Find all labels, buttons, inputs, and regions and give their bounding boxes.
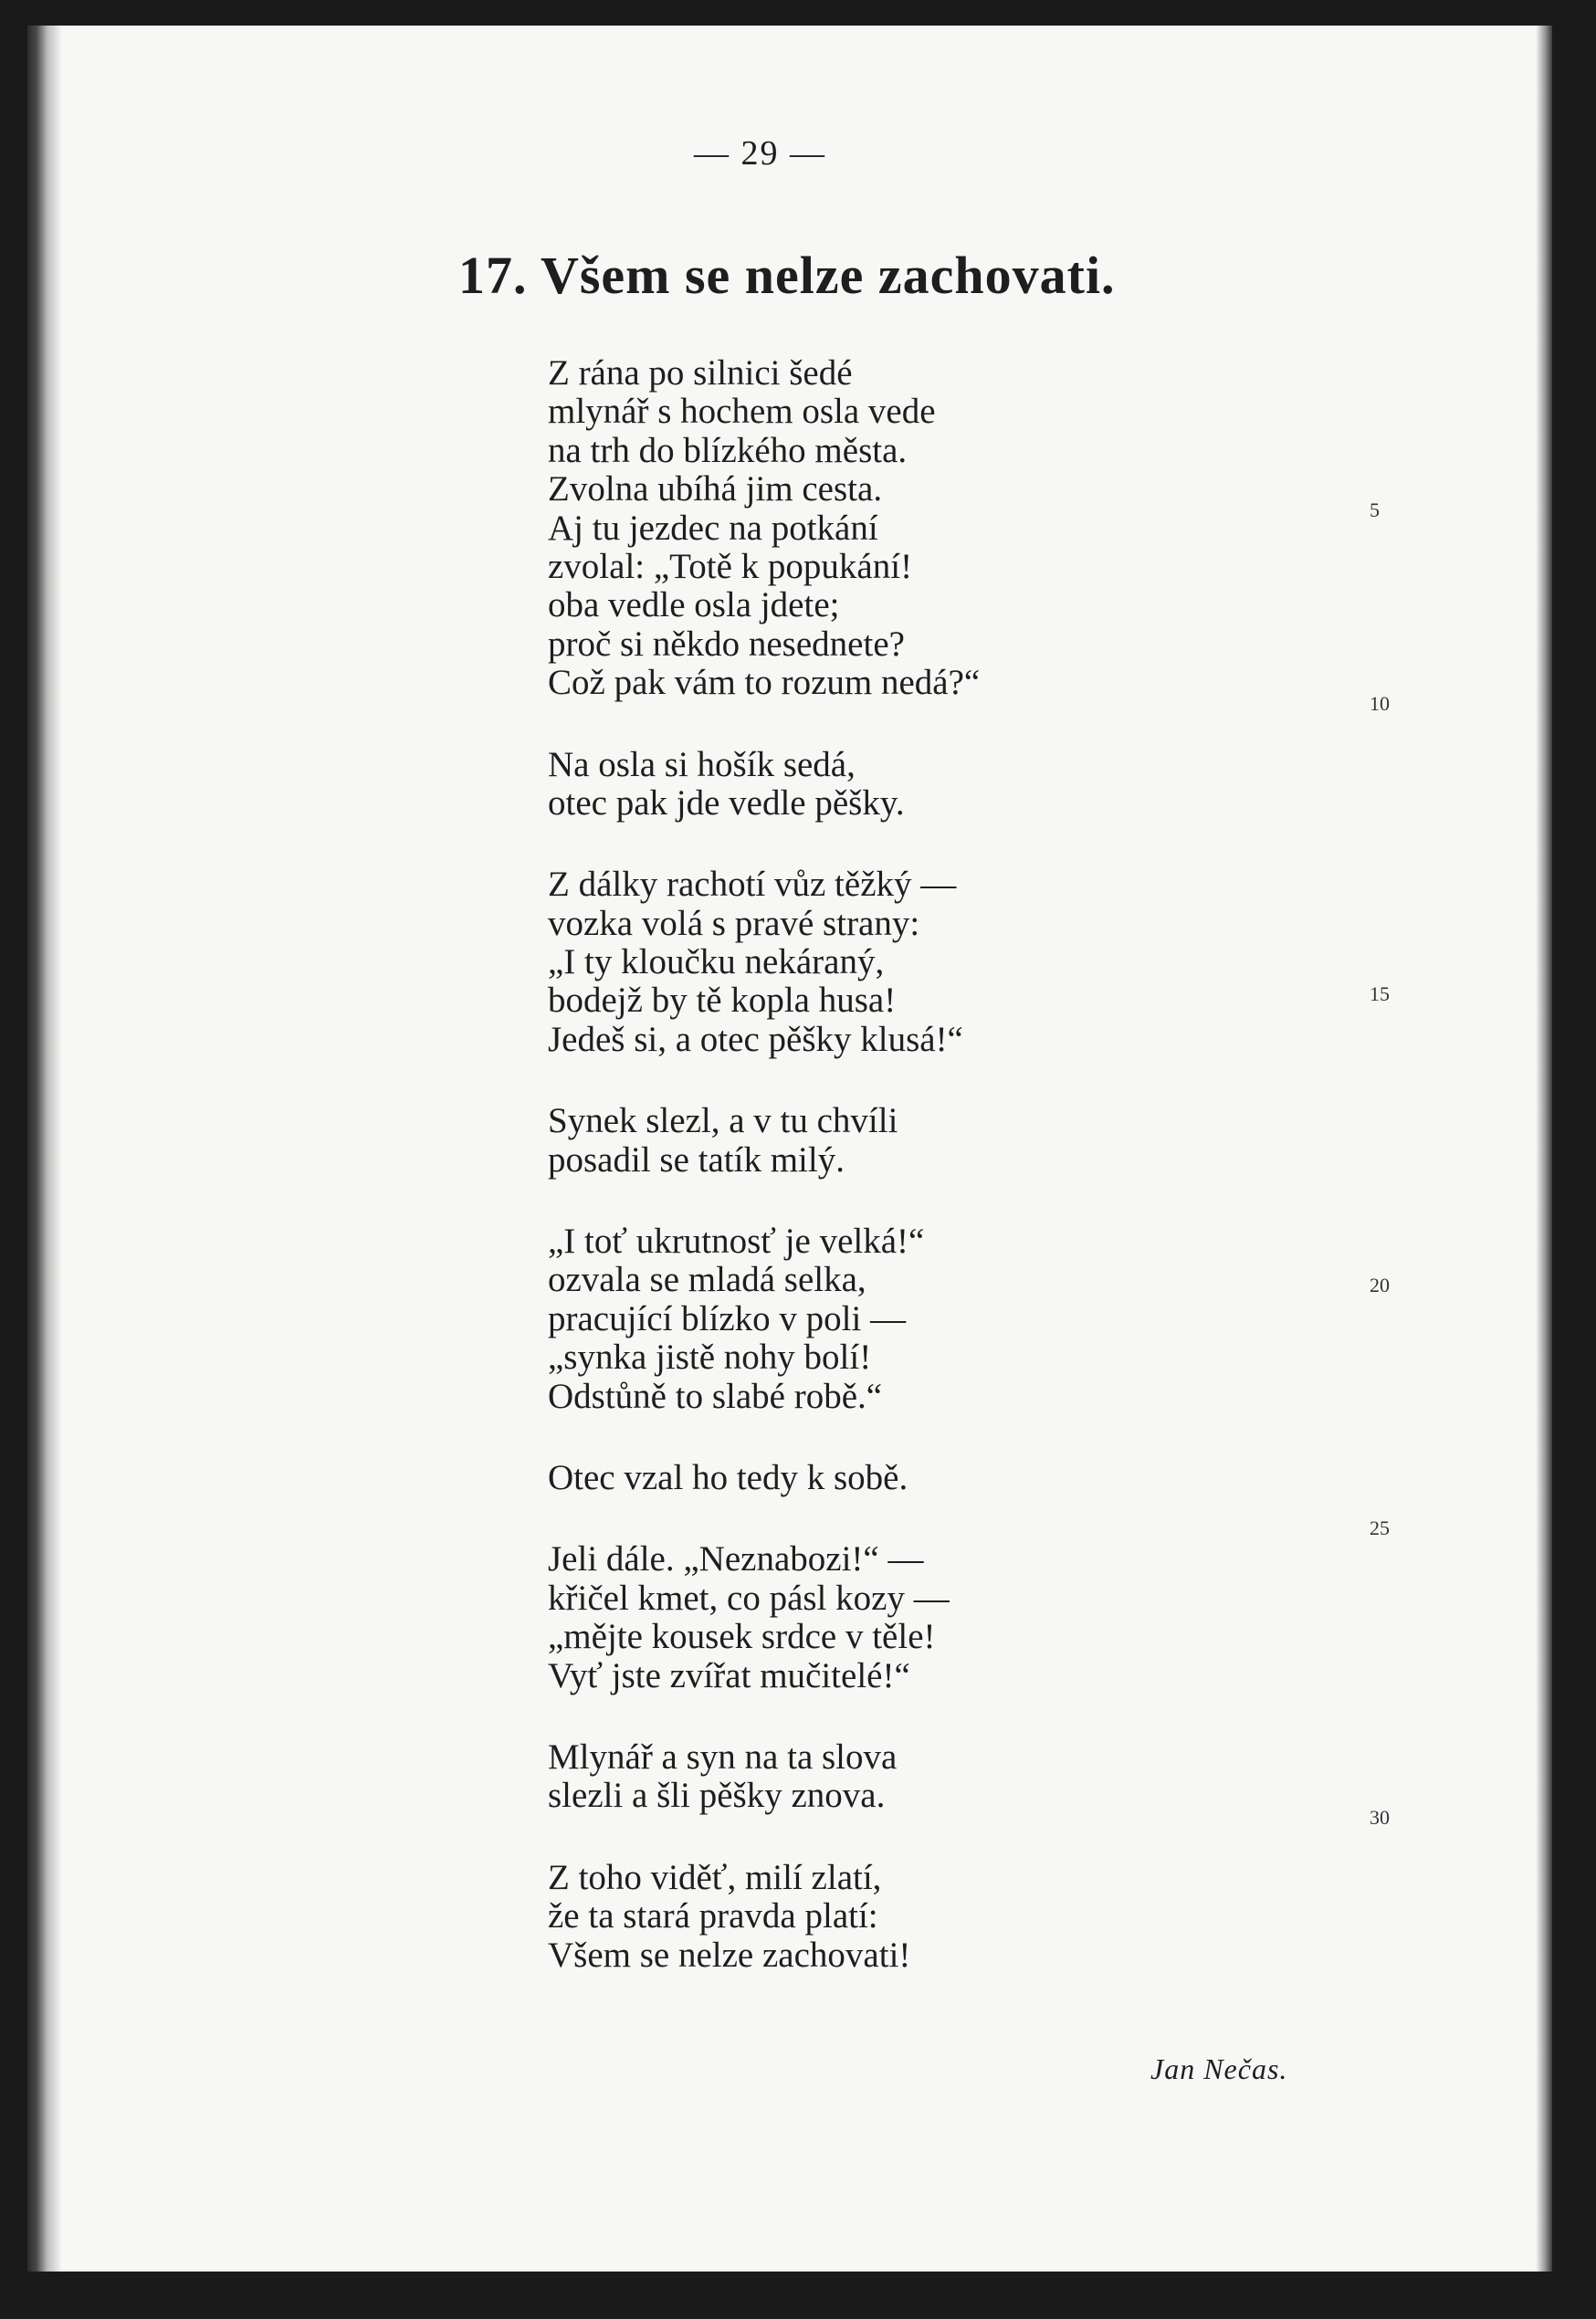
poem-line: Jedeš si, a otec pěšky klusá!“ <box>548 1019 963 1059</box>
line-number: 10 <box>1370 692 1390 715</box>
book-page <box>27 26 1552 2272</box>
poem-title: 17. Všem se nelze zachovati. <box>458 246 1116 305</box>
page-right-edge <box>1536 26 1552 2272</box>
line-number: 25 <box>1370 1516 1390 1539</box>
poem-line: ozvala se mladá selka, <box>548 1260 866 1300</box>
stanza <box>548 1738 1370 1816</box>
stanza <box>548 1222 1370 1416</box>
poem-line: „mějte kousek srdce v těle! <box>548 1617 936 1657</box>
poem-line: Na osla si hošík sedá, <box>548 744 856 784</box>
poem-line: oba vedle osla jdete; <box>548 585 840 625</box>
stanza <box>548 1102 1370 1180</box>
line-number: 20 <box>1370 1274 1390 1296</box>
poem-line: Jeli dále. „Neznabozi!“ — <box>548 1539 924 1579</box>
stanza <box>548 1459 1370 1497</box>
poem-line: Synek slezl, a v tu chvíli <box>548 1101 898 1141</box>
poem-line: „synka jistě nohy bolí! <box>548 1338 872 1378</box>
stanza <box>548 1540 1370 1695</box>
poem-line: Mlynář a syn na ta slova <box>548 1737 898 1777</box>
poem-line: Všem se nelze zachovati! <box>548 1935 911 1975</box>
poem-line: posadil se tatík milý. <box>548 1139 845 1180</box>
stanza <box>548 746 1370 824</box>
poem-line: proč si někdo nesednete? <box>548 624 905 664</box>
stanza <box>548 866 1370 1059</box>
poem-line: Vyť jste zvířat mučitelé!“ <box>548 1655 910 1695</box>
line-number: 15 <box>1370 982 1390 1005</box>
page-number: — 29 — <box>694 134 826 173</box>
poem-line: „I toť ukrutnosť je velká!“ <box>548 1222 925 1262</box>
line-number: 5 <box>1370 498 1380 521</box>
poem-line: na trh do blízkého města. <box>548 430 908 470</box>
poem-line: Z toho viděť, milí zlatí, <box>548 1857 882 1897</box>
poem-line: Aj tu jezdec na potkání <box>548 508 878 548</box>
stanza <box>548 1859 1370 1975</box>
poem-line: Otec vzal ho tedy k sobě. <box>548 1457 908 1497</box>
poem-line: že ta stará pravda platí: <box>548 1896 878 1936</box>
stanza <box>548 354 1370 703</box>
poem-line: křičel kmet, co pásl kozy — <box>548 1578 950 1618</box>
poem-line: vozka volá s pravé strany: <box>548 903 920 943</box>
poem-line: „I ty kloučku nekáraný, <box>548 942 885 982</box>
poem-line: bodejž by tě kopla husa! <box>548 981 897 1021</box>
poem-line: Odstůně to slabé robě.“ <box>548 1376 883 1416</box>
poem-line: Z rána po silnici šedé <box>548 353 853 393</box>
poem-line: slezli a šli pěšky znova. <box>548 1776 886 1816</box>
line-number: 30 <box>1370 1806 1390 1829</box>
poem-line: otec pak jde vedle pěšky. <box>548 782 905 823</box>
poem-line: Z dálky rachotí vůz těžký — <box>548 865 957 905</box>
poem-line: Zvolna ubíhá jim cesta. <box>548 469 883 509</box>
page-binding-shadow <box>27 26 62 2272</box>
author-signature: Jan Nečas. <box>1150 2052 1288 2085</box>
poem-line: zvolal: „Totě k popukání! <box>548 546 913 586</box>
poem-line: pracující blízko v poli — <box>548 1298 907 1338</box>
poem-body <box>548 354 1370 2018</box>
poem-line: Což pak vám to rozum nedá?“ <box>548 663 981 703</box>
poem-line: mlynář s hochem osla vede <box>548 392 936 432</box>
